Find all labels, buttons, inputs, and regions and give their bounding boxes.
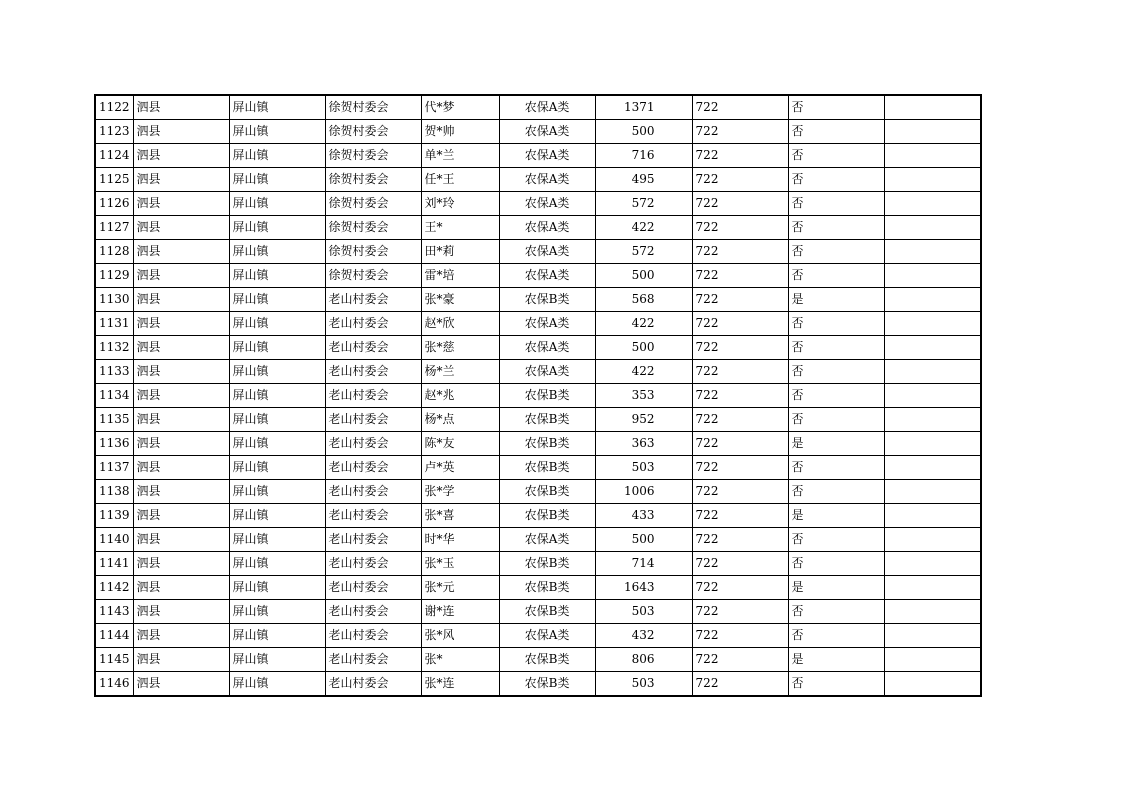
row-number: 1127 xyxy=(95,216,133,240)
name-cell: 陈*友 xyxy=(421,432,499,456)
village-cell: 徐贺村委会 xyxy=(325,216,421,240)
amount-cell: 714 xyxy=(595,552,692,576)
amount-cell: 1371 xyxy=(595,95,692,120)
row-number: 1137 xyxy=(95,456,133,480)
row-number: 1132 xyxy=(95,336,133,360)
standard-cell: 722 xyxy=(692,504,788,528)
row-number: 1136 xyxy=(95,432,133,456)
insurance-type-cell: 农保A类 xyxy=(499,168,595,192)
name-cell: 田*莉 xyxy=(421,240,499,264)
standard-cell: 722 xyxy=(692,528,788,552)
row-number: 1143 xyxy=(95,600,133,624)
county-cell: 泗县 xyxy=(133,192,229,216)
town-cell: 屏山镇 xyxy=(229,264,325,288)
name-cell: 卢*英 xyxy=(421,456,499,480)
table-row xyxy=(95,336,981,360)
village-cell: 徐贺村委会 xyxy=(325,264,421,288)
note-cell xyxy=(884,144,981,168)
standard-cell: 722 xyxy=(692,192,788,216)
village-cell: 老山村委会 xyxy=(325,408,421,432)
standard-cell: 722 xyxy=(692,120,788,144)
table-row xyxy=(95,432,981,456)
flag-cell: 否 xyxy=(788,408,884,432)
table-row xyxy=(95,456,981,480)
insurance-type-cell: 农保B类 xyxy=(499,576,595,600)
standard-cell: 722 xyxy=(692,552,788,576)
name-cell: 张*连 xyxy=(421,672,499,697)
standard-cell: 722 xyxy=(692,216,788,240)
insurance-type-cell: 农保A类 xyxy=(499,120,595,144)
standard-cell: 722 xyxy=(692,95,788,120)
table-row xyxy=(95,648,981,672)
table-row xyxy=(95,312,981,336)
standard-cell: 722 xyxy=(692,168,788,192)
flag-cell: 否 xyxy=(788,600,884,624)
name-cell: 任*王 xyxy=(421,168,499,192)
county-cell: 泗县 xyxy=(133,216,229,240)
village-cell: 徐贺村委会 xyxy=(325,168,421,192)
amount-cell: 572 xyxy=(595,192,692,216)
standard-cell: 722 xyxy=(692,648,788,672)
note-cell xyxy=(884,360,981,384)
town-cell: 屏山镇 xyxy=(229,312,325,336)
county-cell: 泗县 xyxy=(133,576,229,600)
town-cell: 屏山镇 xyxy=(229,120,325,144)
table-row xyxy=(95,240,981,264)
amount-cell: 716 xyxy=(595,144,692,168)
village-cell: 老山村委会 xyxy=(325,552,421,576)
town-cell: 屏山镇 xyxy=(229,456,325,480)
insurance-type-cell: 农保B类 xyxy=(499,600,595,624)
standard-cell: 722 xyxy=(692,480,788,504)
standard-cell: 722 xyxy=(692,456,788,480)
name-cell: 单*兰 xyxy=(421,144,499,168)
amount-cell: 503 xyxy=(595,672,692,697)
note-cell xyxy=(884,216,981,240)
flag-cell: 是 xyxy=(788,432,884,456)
amount-cell: 432 xyxy=(595,624,692,648)
county-cell: 泗县 xyxy=(133,144,229,168)
name-cell: 张*豪 xyxy=(421,288,499,312)
insurance-type-cell: 农保A类 xyxy=(499,264,595,288)
town-cell: 屏山镇 xyxy=(229,95,325,120)
county-cell: 泗县 xyxy=(133,600,229,624)
note-cell xyxy=(884,576,981,600)
table-row xyxy=(95,552,981,576)
standard-cell: 722 xyxy=(692,312,788,336)
county-cell: 泗县 xyxy=(133,552,229,576)
note-cell xyxy=(884,672,981,697)
row-number: 1122 xyxy=(95,95,133,120)
row-number: 1140 xyxy=(95,528,133,552)
note-cell xyxy=(884,384,981,408)
note-cell xyxy=(884,528,981,552)
town-cell: 屏山镇 xyxy=(229,408,325,432)
amount-cell: 1006 xyxy=(595,480,692,504)
insurance-type-cell: 农保A类 xyxy=(499,216,595,240)
row-number: 1146 xyxy=(95,672,133,697)
row-number: 1142 xyxy=(95,576,133,600)
town-cell: 屏山镇 xyxy=(229,600,325,624)
county-cell: 泗县 xyxy=(133,336,229,360)
amount-cell: 500 xyxy=(595,120,692,144)
village-cell: 老山村委会 xyxy=(325,384,421,408)
name-cell: 赵*兆 xyxy=(421,384,499,408)
town-cell: 屏山镇 xyxy=(229,648,325,672)
flag-cell: 是 xyxy=(788,504,884,528)
standard-cell: 722 xyxy=(692,360,788,384)
insurance-type-cell: 农保B类 xyxy=(499,432,595,456)
insurance-type-cell: 农保B类 xyxy=(499,384,595,408)
amount-cell: 353 xyxy=(595,384,692,408)
name-cell: 张*风 xyxy=(421,624,499,648)
flag-cell: 否 xyxy=(788,240,884,264)
row-number: 1133 xyxy=(95,360,133,384)
county-cell: 泗县 xyxy=(133,120,229,144)
standard-cell: 722 xyxy=(692,432,788,456)
row-number: 1135 xyxy=(95,408,133,432)
standard-cell: 722 xyxy=(692,264,788,288)
table-row xyxy=(95,408,981,432)
village-cell: 老山村委会 xyxy=(325,672,421,697)
village-cell: 徐贺村委会 xyxy=(325,95,421,120)
name-cell: 张* xyxy=(421,648,499,672)
village-cell: 徐贺村委会 xyxy=(325,144,421,168)
name-cell: 赵*欣 xyxy=(421,312,499,336)
row-number: 1131 xyxy=(95,312,133,336)
county-cell: 泗县 xyxy=(133,480,229,504)
county-cell: 泗县 xyxy=(133,384,229,408)
name-cell: 雷*培 xyxy=(421,264,499,288)
table-row xyxy=(95,120,981,144)
village-cell: 老山村委会 xyxy=(325,360,421,384)
row-number: 1141 xyxy=(95,552,133,576)
amount-cell: 495 xyxy=(595,168,692,192)
table-row xyxy=(95,624,981,648)
village-cell: 老山村委会 xyxy=(325,600,421,624)
note-cell xyxy=(884,95,981,120)
table-row xyxy=(95,288,981,312)
standard-cell: 722 xyxy=(692,384,788,408)
county-cell: 泗县 xyxy=(133,528,229,552)
flag-cell: 否 xyxy=(788,480,884,504)
standard-cell: 722 xyxy=(692,624,788,648)
town-cell: 屏山镇 xyxy=(229,144,325,168)
note-cell xyxy=(884,264,981,288)
amount-cell: 572 xyxy=(595,240,692,264)
town-cell: 屏山镇 xyxy=(229,192,325,216)
insurance-type-cell: 农保A类 xyxy=(499,192,595,216)
county-cell: 泗县 xyxy=(133,240,229,264)
note-cell xyxy=(884,504,981,528)
note-cell xyxy=(884,552,981,576)
flag-cell: 否 xyxy=(788,264,884,288)
insurance-type-cell: 农保A类 xyxy=(499,336,595,360)
standard-cell: 722 xyxy=(692,600,788,624)
village-cell: 老山村委会 xyxy=(325,648,421,672)
village-cell: 徐贺村委会 xyxy=(325,240,421,264)
note-cell xyxy=(884,288,981,312)
county-cell: 泗县 xyxy=(133,504,229,528)
flag-cell: 否 xyxy=(788,360,884,384)
table-body xyxy=(95,95,981,696)
insurance-type-cell: 农保A类 xyxy=(499,528,595,552)
village-cell: 老山村委会 xyxy=(325,480,421,504)
insurance-type-cell: 农保A类 xyxy=(499,144,595,168)
village-cell: 老山村委会 xyxy=(325,528,421,552)
note-cell xyxy=(884,192,981,216)
town-cell: 屏山镇 xyxy=(229,288,325,312)
flag-cell: 否 xyxy=(788,120,884,144)
flag-cell: 否 xyxy=(788,144,884,168)
flag-cell: 否 xyxy=(788,624,884,648)
note-cell xyxy=(884,600,981,624)
note-cell xyxy=(884,648,981,672)
county-cell: 泗县 xyxy=(133,264,229,288)
row-number: 1126 xyxy=(95,192,133,216)
table-row xyxy=(95,504,981,528)
amount-cell: 433 xyxy=(595,504,692,528)
county-cell: 泗县 xyxy=(133,360,229,384)
standard-cell: 722 xyxy=(692,576,788,600)
flag-cell: 否 xyxy=(788,192,884,216)
village-cell: 老山村委会 xyxy=(325,336,421,360)
name-cell: 杨*兰 xyxy=(421,360,499,384)
note-cell xyxy=(884,480,981,504)
flag-cell: 是 xyxy=(788,576,884,600)
note-cell xyxy=(884,120,981,144)
insurance-type-cell: 农保B类 xyxy=(499,288,595,312)
insurance-type-cell: 农保B类 xyxy=(499,504,595,528)
table-row xyxy=(95,216,981,240)
town-cell: 屏山镇 xyxy=(229,480,325,504)
standard-cell: 722 xyxy=(692,144,788,168)
town-cell: 屏山镇 xyxy=(229,168,325,192)
county-cell: 泗县 xyxy=(133,288,229,312)
town-cell: 屏山镇 xyxy=(229,624,325,648)
flag-cell: 否 xyxy=(788,672,884,697)
table-row xyxy=(95,384,981,408)
amount-cell: 422 xyxy=(595,312,692,336)
town-cell: 屏山镇 xyxy=(229,240,325,264)
amount-cell: 806 xyxy=(595,648,692,672)
county-cell: 泗县 xyxy=(133,648,229,672)
table-row xyxy=(95,480,981,504)
name-cell: 王* xyxy=(421,216,499,240)
town-cell: 屏山镇 xyxy=(229,432,325,456)
row-number: 1125 xyxy=(95,168,133,192)
row-number: 1134 xyxy=(95,384,133,408)
note-cell xyxy=(884,432,981,456)
insurance-type-cell: 农保B类 xyxy=(499,648,595,672)
table-row xyxy=(95,576,981,600)
insurance-type-cell: 农保B类 xyxy=(499,408,595,432)
name-cell: 张*玉 xyxy=(421,552,499,576)
standard-cell: 722 xyxy=(692,672,788,697)
town-cell: 屏山镇 xyxy=(229,336,325,360)
county-cell: 泗县 xyxy=(133,168,229,192)
table-row xyxy=(95,600,981,624)
county-cell: 泗县 xyxy=(133,456,229,480)
note-cell xyxy=(884,336,981,360)
flag-cell: 否 xyxy=(788,528,884,552)
town-cell: 屏山镇 xyxy=(229,552,325,576)
table-row xyxy=(95,168,981,192)
county-cell: 泗县 xyxy=(133,95,229,120)
name-cell: 刘*玲 xyxy=(421,192,499,216)
village-cell: 老山村委会 xyxy=(325,312,421,336)
row-number: 1145 xyxy=(95,648,133,672)
table-row xyxy=(95,528,981,552)
row-number: 1130 xyxy=(95,288,133,312)
village-cell: 老山村委会 xyxy=(325,288,421,312)
insurance-type-cell: 农保A类 xyxy=(499,360,595,384)
flag-cell: 否 xyxy=(788,216,884,240)
flag-cell: 否 xyxy=(788,552,884,576)
row-number: 1139 xyxy=(95,504,133,528)
insurance-type-cell: 农保B类 xyxy=(499,672,595,697)
village-cell: 老山村委会 xyxy=(325,576,421,600)
town-cell: 屏山镇 xyxy=(229,504,325,528)
flag-cell: 否 xyxy=(788,95,884,120)
table-row xyxy=(95,264,981,288)
standard-cell: 722 xyxy=(692,336,788,360)
county-cell: 泗县 xyxy=(133,408,229,432)
data-table xyxy=(94,94,982,697)
standard-cell: 722 xyxy=(692,288,788,312)
insurance-type-cell: 农保B类 xyxy=(499,456,595,480)
standard-cell: 722 xyxy=(692,408,788,432)
name-cell: 杨*点 xyxy=(421,408,499,432)
amount-cell: 500 xyxy=(595,264,692,288)
table-row xyxy=(95,360,981,384)
note-cell xyxy=(884,456,981,480)
insurance-type-cell: 农保A类 xyxy=(499,95,595,120)
row-number: 1144 xyxy=(95,624,133,648)
amount-cell: 363 xyxy=(595,432,692,456)
village-cell: 徐贺村委会 xyxy=(325,120,421,144)
row-number: 1123 xyxy=(95,120,133,144)
flag-cell: 是 xyxy=(788,648,884,672)
standard-cell: 722 xyxy=(692,240,788,264)
name-cell: 贺*帅 xyxy=(421,120,499,144)
insurance-type-cell: 农保A类 xyxy=(499,240,595,264)
town-cell: 屏山镇 xyxy=(229,528,325,552)
row-number: 1124 xyxy=(95,144,133,168)
row-number: 1138 xyxy=(95,480,133,504)
amount-cell: 500 xyxy=(595,336,692,360)
flag-cell: 否 xyxy=(788,168,884,192)
note-cell xyxy=(884,624,981,648)
flag-cell: 否 xyxy=(788,312,884,336)
amount-cell: 422 xyxy=(595,216,692,240)
village-cell: 老山村委会 xyxy=(325,624,421,648)
amount-cell: 1643 xyxy=(595,576,692,600)
note-cell xyxy=(884,408,981,432)
village-cell: 老山村委会 xyxy=(325,456,421,480)
note-cell xyxy=(884,168,981,192)
town-cell: 屏山镇 xyxy=(229,672,325,697)
table-row xyxy=(95,95,981,120)
note-cell xyxy=(884,240,981,264)
amount-cell: 952 xyxy=(595,408,692,432)
town-cell: 屏山镇 xyxy=(229,384,325,408)
village-cell: 老山村委会 xyxy=(325,504,421,528)
town-cell: 屏山镇 xyxy=(229,216,325,240)
name-cell: 时*华 xyxy=(421,528,499,552)
name-cell: 代*梦 xyxy=(421,95,499,120)
name-cell: 谢*连 xyxy=(421,600,499,624)
county-cell: 泗县 xyxy=(133,312,229,336)
insurance-type-cell: 农保B类 xyxy=(499,552,595,576)
county-cell: 泗县 xyxy=(133,432,229,456)
town-cell: 屏山镇 xyxy=(229,360,325,384)
flag-cell: 否 xyxy=(788,456,884,480)
flag-cell: 是 xyxy=(788,288,884,312)
amount-cell: 422 xyxy=(595,360,692,384)
name-cell: 张*学 xyxy=(421,480,499,504)
flag-cell: 否 xyxy=(788,336,884,360)
town-cell: 屏山镇 xyxy=(229,576,325,600)
flag-cell: 否 xyxy=(788,384,884,408)
name-cell: 张*慈 xyxy=(421,336,499,360)
amount-cell: 568 xyxy=(595,288,692,312)
table-row xyxy=(95,672,981,697)
insurance-type-cell: 农保A类 xyxy=(499,312,595,336)
amount-cell: 500 xyxy=(595,528,692,552)
insurance-type-cell: 农保A类 xyxy=(499,624,595,648)
name-cell: 张*元 xyxy=(421,576,499,600)
county-cell: 泗县 xyxy=(133,672,229,697)
name-cell: 张*喜 xyxy=(421,504,499,528)
village-cell: 徐贺村委会 xyxy=(325,192,421,216)
note-cell xyxy=(884,312,981,336)
village-cell: 老山村委会 xyxy=(325,432,421,456)
amount-cell: 503 xyxy=(595,456,692,480)
table-row xyxy=(95,144,981,168)
row-number: 1128 xyxy=(95,240,133,264)
county-cell: 泗县 xyxy=(133,624,229,648)
table-row xyxy=(95,192,981,216)
row-number: 1129 xyxy=(95,264,133,288)
insurance-type-cell: 农保B类 xyxy=(499,480,595,504)
amount-cell: 503 xyxy=(595,600,692,624)
